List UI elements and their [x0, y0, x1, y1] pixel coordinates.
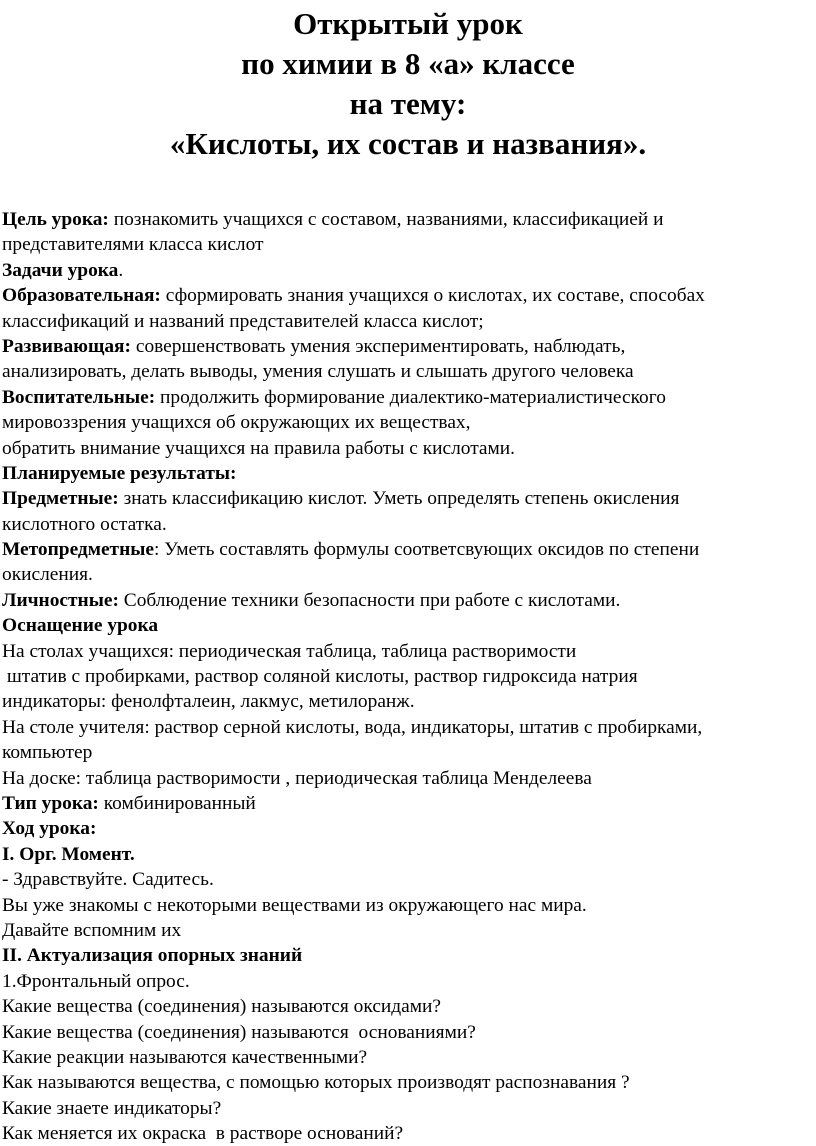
educational-label: Образовательная:	[2, 285, 161, 307]
equipment-line-4: На столе учителя: раствор серной кислоты, вода, индикаторы, штатив с пробирками,	[2, 716, 703, 738]
stage2-line-1: 1.Фронтальный опрос.	[2, 970, 190, 992]
stage1-line-1: - Здравствуйте. Садитесь.	[2, 869, 214, 891]
subject-line	[2, 486, 814, 511]
question-3: Какие реакции называются качественными?	[2, 1046, 368, 1068]
planned-results-heading	[2, 461, 814, 486]
tasks-tail: .	[118, 259, 124, 281]
upbringing-line-3: обратить внимание учащихся на правила работы с кислотами.	[2, 437, 516, 459]
title-line-2: по химии в 8 «а» классе	[241, 46, 575, 81]
stage1-heading	[2, 842, 814, 867]
equipment-line-1: На столах учащихся: периодическая таблица, таблица растворимости	[2, 640, 577, 662]
goal-text: познакомить учащихся с составом, названиями, классификацией и	[108, 209, 664, 230]
stage1-line-3: Давайте вспомним их	[2, 919, 182, 941]
subject-line-2: кислотного остатка.	[2, 513, 167, 535]
personal-text: Соблюдение техники безопасности при работе с кислотами.	[118, 589, 621, 611]
lesson-type-label: Тип урока:	[2, 792, 99, 814]
upbringing-label: Воспитательные:	[2, 386, 156, 408]
lesson-type-line	[2, 791, 814, 816]
upbringing-text: продолжить формирование диалектико-материалистического	[155, 386, 666, 408]
tasks-label: Задачи урока	[2, 259, 119, 281]
educational-text: сформировать знания учащихся о кислотах, их составе, способах	[160, 285, 705, 307]
question-2: Какие вещества (соединения) называются основаниями?	[2, 1021, 476, 1043]
lesson-flow-label: Ход урока:	[2, 818, 97, 840]
equipment-line-6: На доске: таблица растворимости , периодическая таблица Менделеева	[2, 767, 592, 789]
upbringing-line	[2, 385, 814, 410]
lesson-flow-heading	[2, 816, 814, 841]
title-line-1: Открытый урок	[293, 6, 523, 41]
lesson-title	[0, 4, 816, 164]
educational-line-2: классификаций и названий представителей класса кислот;	[2, 310, 484, 332]
educational-line	[2, 283, 814, 308]
metasubject-label: Метопредметные	[2, 539, 154, 561]
equipment-line-5: компьютер	[2, 742, 93, 764]
stage1-label: I. Орг. Момент.	[2, 843, 135, 865]
equipment-line-3: индикаторы: фенолфталеин, лакмус, метилоранж.	[2, 691, 415, 713]
stage2-label: II. Актуализация опорных знаний	[2, 945, 303, 967]
equipment-heading	[2, 613, 814, 638]
personal-label: Личностные:	[2, 589, 119, 611]
metasubject-text: : Уметь составлять формулы соответсвующих оксидов по степени	[154, 539, 700, 561]
subject-label: Предметные:	[2, 488, 119, 510]
metasubject-line-2: окисления.	[2, 564, 93, 586]
planned-results-label: Планируемые результаты:	[2, 462, 237, 484]
personal-line	[2, 588, 814, 613]
upbringing-line-2: мировоззрения учащихся об окружающих их веществах,	[2, 412, 471, 434]
equipment-line-2: штатив с пробирками, раствор соляной кислоты, раствор гидроксида натрия	[2, 666, 638, 688]
question-5: Какие знаете индикаторы?	[2, 1097, 222, 1119]
lesson-plan-body	[2, 207, 814, 1146]
goal-line	[2, 207, 814, 232]
developing-text: совершенствовать умения экспериментировать, наблюдать,	[130, 335, 626, 357]
equipment-label: Оснащение урока	[2, 615, 159, 637]
goal-label: Цель урока:	[2, 209, 109, 230]
developing-line-2: анализировать, делать выводы, умения слушать и слышать другого человека	[2, 361, 634, 383]
lesson-type-text: комбинированный	[98, 792, 256, 814]
metasubject-line	[2, 537, 814, 562]
subject-text: знать классификацию кислот. Уметь определять степень окисления	[118, 488, 680, 510]
developing-label: Развивающая:	[2, 335, 131, 357]
tasks-heading	[2, 258, 814, 283]
goal-line-2: представителями класса кислот	[2, 234, 264, 256]
developing-line	[2, 334, 814, 359]
question-1: Какие вещества (соединения) называются оксидами?	[2, 996, 442, 1018]
stage1-line-2: Вы уже знакомы с некоторыми веществами из окружающего нас мира.	[2, 894, 587, 916]
question-4: Как называются вещества, с помощью которых производят распознавания ?	[2, 1072, 630, 1094]
question-6: Как меняется их окраска в растворе оснований?	[2, 1123, 404, 1145]
title-line-4: «Кислоты, их состав и названия».	[169, 126, 647, 161]
stage2-heading	[2, 943, 814, 968]
title-line-3: на тему:	[349, 86, 467, 121]
